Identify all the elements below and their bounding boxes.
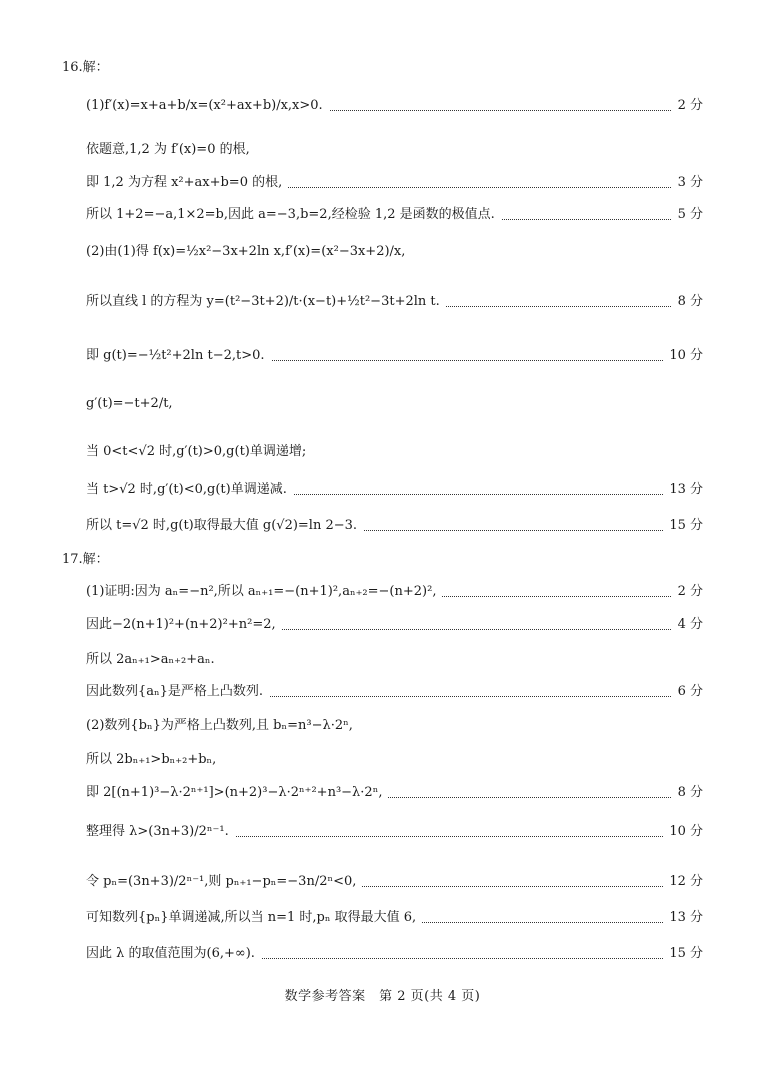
step-text: 当 t>√2 时,g′(t)<0,g(t)单调递减.	[86, 480, 293, 500]
step-points: 2 分	[672, 582, 703, 602]
q16-step-text: 当 0<t<√2 时,g′(t)>0,g(t)单调递增;	[86, 444, 307, 459]
q16-step-row	[86, 516, 703, 536]
step-points: 15 分	[663, 516, 703, 536]
step-points: 5 分	[672, 205, 703, 225]
q17-step-row	[86, 615, 703, 635]
q17-step-text: 所以 2bₙ₊₁>bₙ₊₂+bₙ,	[86, 752, 217, 767]
step-points: 2 分	[672, 96, 703, 116]
q17-step-text: 所以 2aₙ₊₁>aₙ₊₂+aₙ.	[86, 652, 215, 667]
q17-step-row	[86, 682, 703, 702]
step-points: 10 分	[663, 346, 703, 366]
q16-step-row	[86, 346, 703, 366]
page-footer: 数学参考答案 第 2 页(共 4 页)	[284, 989, 481, 1004]
q16-step-text: (2)由(1)得 f(x)=½x²−3x+2ln x,f′(x)=(x²−3x+2)/x,	[86, 244, 406, 259]
q17-step-row	[86, 783, 703, 803]
step-points: 8 分	[672, 783, 703, 803]
q17-step-row	[86, 908, 703, 928]
q17-step-row	[86, 872, 703, 892]
q16-step-row	[86, 205, 703, 225]
step-text: (1)证明:因为 aₙ=−n²,所以 aₙ₊₁=−(n+1)²,aₙ₊₂=−(n+2)²,	[86, 582, 442, 602]
q16-step-row	[86, 173, 703, 193]
q17-heading: 17.解：	[62, 552, 109, 567]
step-text: 令 pₙ=(3n+3)/2ⁿ⁻¹,则 pₙ₊₁−pₙ=−3n/2ⁿ<0,	[86, 872, 362, 892]
q16-step-row	[86, 292, 703, 312]
step-text: 即 2[(n+1)³−λ·2ⁿ⁺¹]>(n+2)³−λ·2ⁿ⁺²+n³−λ·2ⁿ,	[86, 783, 388, 803]
q16-heading: 16.解：	[62, 60, 109, 75]
step-points: 6 分	[672, 682, 703, 702]
step-text: 因此 λ 的取值范围为(6,+∞).	[86, 944, 261, 964]
step-points: 15 分	[663, 944, 703, 964]
q16-step-row	[86, 96, 703, 116]
q17-step-text: (2)数列{bₙ}为严格上凸数列,且 bₙ=n³−λ·2ⁿ,	[86, 718, 353, 733]
step-points: 8 分	[672, 292, 703, 312]
step-text: 因此数列{aₙ}是严格上凸数列.	[86, 682, 269, 702]
q17-step-row	[86, 582, 703, 602]
step-points: 13 分	[663, 480, 703, 500]
step-text: 可知数列{pₙ}单调递减,所以当 n=1 时,pₙ 取得最大值 6,	[86, 908, 422, 928]
step-text: 整理得 λ>(3n+3)/2ⁿ⁻¹.	[86, 822, 235, 842]
step-points: 3 分	[672, 173, 703, 193]
step-text: (1)f′(x)=x+a+b/x=(x²+ax+b)/x,x>0.	[86, 96, 329, 116]
step-text: 所以 1+2=−a,1×2=b,因此 a=−3,b=2,经检验 1,2 是函数的极值点.	[86, 205, 501, 225]
step-text: 因此−2(n+1)²+(n+2)²+n²=2,	[86, 615, 282, 635]
q17-step-row	[86, 944, 703, 964]
step-text: 所以直线 l 的方程为 y=(t²−3t+2)/t·(x−t)+½t²−3t+2ln t.	[86, 292, 446, 312]
step-text: 即 1,2 为方程 x²+ax+b=0 的根,	[86, 173, 288, 193]
q16-step-text: 依题意,1,2 为 f′(x)=0 的根,	[86, 142, 250, 157]
step-points: 10 分	[663, 822, 703, 842]
step-points: 4 分	[672, 615, 703, 635]
step-points: 12 分	[663, 872, 703, 892]
q16-step-row	[86, 480, 703, 500]
step-text: 即 g(t)=−½t²+2ln t−2,t>0.	[86, 346, 271, 366]
q16-step-text: g′(t)=−t+2/t,	[86, 396, 173, 411]
q17-step-row	[86, 822, 703, 842]
step-text: 所以 t=√2 时,g(t)取得最大值 g(√2)=ln 2−3.	[86, 516, 363, 536]
step-points: 13 分	[663, 908, 703, 928]
